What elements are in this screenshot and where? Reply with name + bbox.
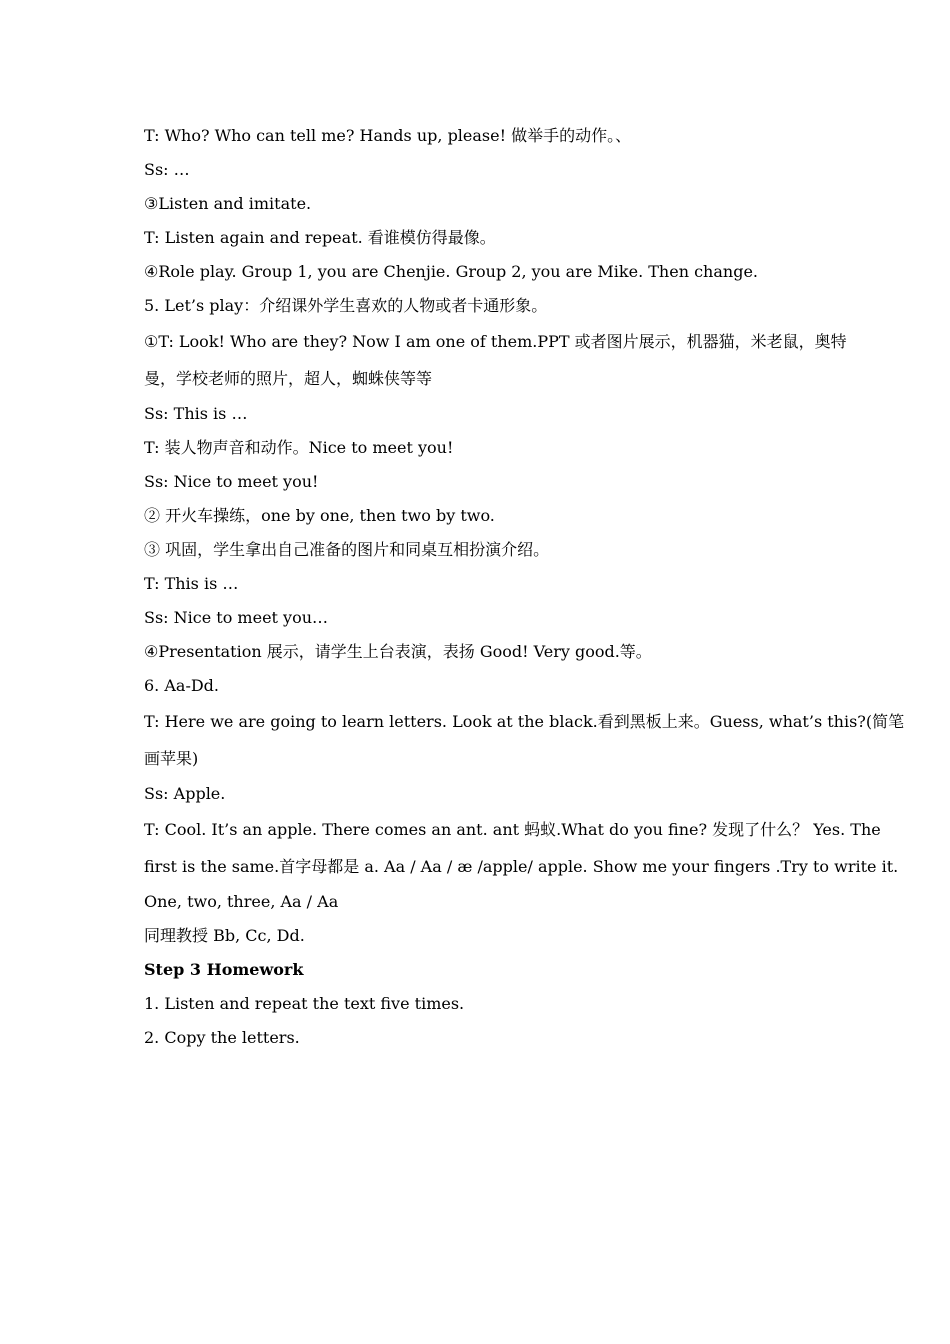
text-line: ①T: Look! Who are they? Now I am one of them.PPT 或者图片展示，机器猫，米老鼠，奥特 (144, 332, 847, 351)
text-line-continued: 画苹果) (144, 749, 199, 768)
text-line: ③ 巩固，学生拿出自己准备的图片和同桌互相扮演介绍。 (144, 540, 550, 559)
section-heading-lets-play: 5. Let’s play：介绍课外学生喜欢的人物或者卡通形象。 (144, 296, 548, 315)
homework-item: 2. Copy the letters. (144, 1028, 300, 1047)
text-line: T: Here we are going to learn letters. Look at the black.看到黑板上来。Guess, what’s this?(简笔 (144, 712, 905, 731)
text-line: 同理教授 Bb, Cc, Dd. (144, 926, 305, 945)
text-line: Ss: Nice to meet you… (144, 608, 329, 627)
text-line: ④Presentation 展示，请学生上台表演，表扬 Good! Very good.等。 (144, 642, 652, 661)
text-line: Ss: Nice to meet you! (144, 472, 319, 491)
text-line-continued: 曼，学校老师的照片，超人，蜘蛛侠等等 (144, 369, 433, 388)
text-line: ③Listen and imitate. (144, 194, 312, 213)
text-line: ② 开火车操练，one by one, then two by two. (144, 506, 495, 525)
text-line: One, two, three, Aa / Aa (144, 892, 339, 911)
text-line: T: This is … (144, 574, 239, 593)
text-line: Ss: … (144, 160, 190, 179)
text-line: Ss: Apple. (144, 784, 226, 803)
section-heading-letters: 6. Aa-Dd. (144, 676, 220, 695)
text-line: T: Who? Who can tell me? Hands up, please! 做举手的动作。、 (144, 126, 632, 145)
step-3-heading: Step 3 Homework (144, 960, 304, 979)
text-line-continued: first is the same.首字母都是 a. Aa / Aa / æ /apple/ apple. Show me your fingers .Try to write it. (144, 857, 899, 876)
text-line: T: Listen again and repeat. 看谁模仿得最像。 (144, 228, 496, 247)
text-line: Ss: This is … (144, 404, 248, 423)
document-body (144, 119, 905, 1055)
text-line: T: Cool. It’s an apple. There comes an ant. ant 蚂蚁.What do you fine? 发现了什么？ Yes. The (144, 820, 881, 839)
text-line: T: 装人物声音和动作。Nice to meet you! (144, 438, 454, 457)
text-line: ④Role play. Group 1, you are Chenjie. Group 2, you are Mike. Then change. (144, 262, 758, 281)
homework-item: 1. Listen and repeat the text five times. (144, 994, 465, 1013)
